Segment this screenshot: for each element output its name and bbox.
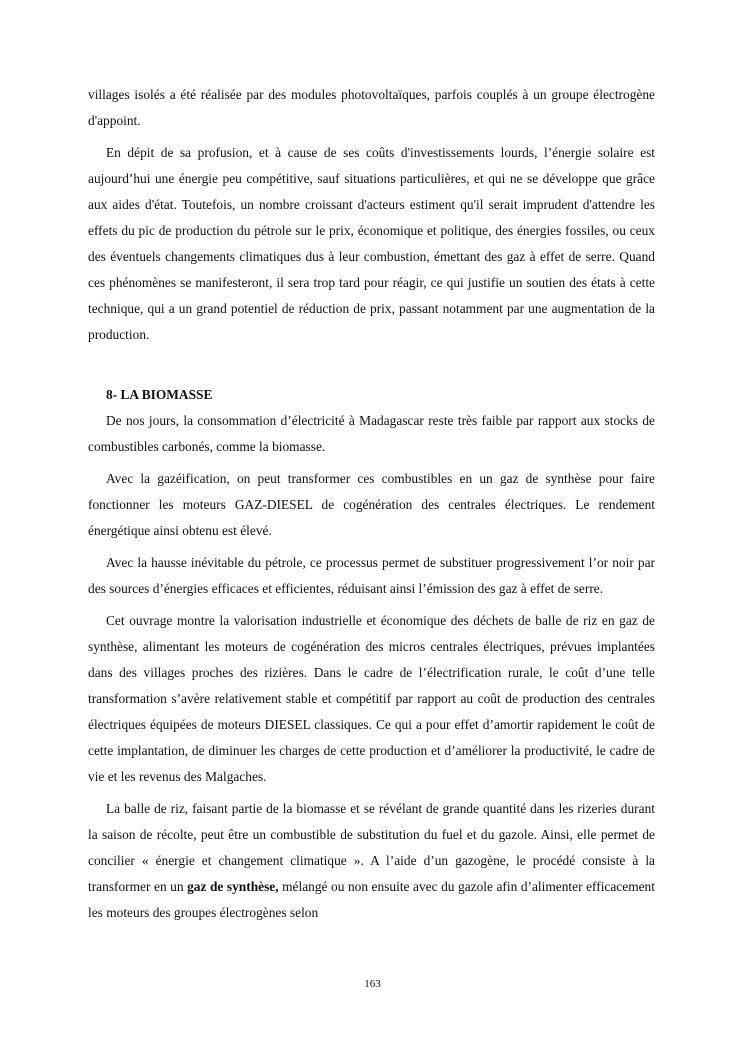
page-number: 163 xyxy=(364,978,381,990)
body-paragraph: Avec la hausse inévitable du pétrole, ce processus permet de substituer progressivement l’or noir par des sources d’énergies efficaces et efficientes, réduisant ainsi l’émission des gaz à effet de serre. xyxy=(88,555,655,596)
body-paragraph: De nos jours, la consommation d’électricité à Madagascar reste très faible par rapport aux stocks de combustibles carbonés, comme la biomasse. xyxy=(88,413,655,454)
body-paragraph: En dépit de sa profusion, et à cause de ses coûts d'investissements lourds, l’énergie solaire est aujourd’hui une énergie peu compétitive, sauf situations particulières, et qui ne se développe que grâce aux aides d'état. Toutefois, un nombre croissant d'acteurs estiment qu'il serait imprudent d'attendre les effets du pic de production du pétrole sur le prix, économique et politique, des énergies fossiles, ou ceux des éventuels changements climatiques dus à leur combustion, émettant des gaz à effet de serre. Quand ces phénomènes se manifesteront, il sera trop tard pour réagir, ce qui justifie un soutien des états à cette technique, qui a un grand potentiel de réduction de prix, passant notamment par une augmentation de la production. xyxy=(88,145,655,342)
section-heading: 8- LA BIOMASSE xyxy=(106,387,213,402)
paragraph-text: mélangé ou non ensuite avec du gazole afin d’alimenter efficacement les moteurs des groupes électrogènes selon xyxy=(88,879,655,920)
document-page xyxy=(88,82,655,926)
paragraph-text: La balle de riz, faisant partie de la biomasse et se révélant de grande quantité dans les rizeries durant la saison de récolte, peut être un combustible de substitution du fuel et du gazole. Ainsi, elle permet de concilier « énergie et changement climatique ». A l’aide d’un gazogène, le procédé consiste à la transformer en un xyxy=(88,801,655,894)
body-paragraph: Avec la gazéification, on peut transformer ces combustibles en un gaz de synthèse pour faire fonctionner les moteurs GAZ-DIESEL de cogénération des centrales électriques. Le rendement énergétique ainsi obtenu est élevé. xyxy=(88,471,655,538)
bold-term: gaz de synthèse, xyxy=(187,879,279,894)
body-paragraph: villages isolés a été réalisée par des modules photovoltaïques, parfois couplés à un groupe électrogène d'appoint. xyxy=(88,87,655,128)
body-paragraph xyxy=(88,796,655,926)
body-paragraph: Cet ouvrage montre la valorisation industrielle et économique des déchets de balle de riz en gaz de synthèse, alimentant les moteurs de cogénération des micros centrales électriques, prévues implantées dans des villages proches des rizières. Dans le cadre de l’électrification rurale, le coût d’une telle transformation s’avère relativement stable et compétitif par rapport au coût de production des centrales électriques équipées de moteurs DIESEL classiques. Ce qui a pour effet d’amortir rapidement le coût de cette implantation, de diminuer les charges de cette production et d’améliorer la productivité, le cadre de vie et les revenus des Malgaches. xyxy=(88,613,655,784)
